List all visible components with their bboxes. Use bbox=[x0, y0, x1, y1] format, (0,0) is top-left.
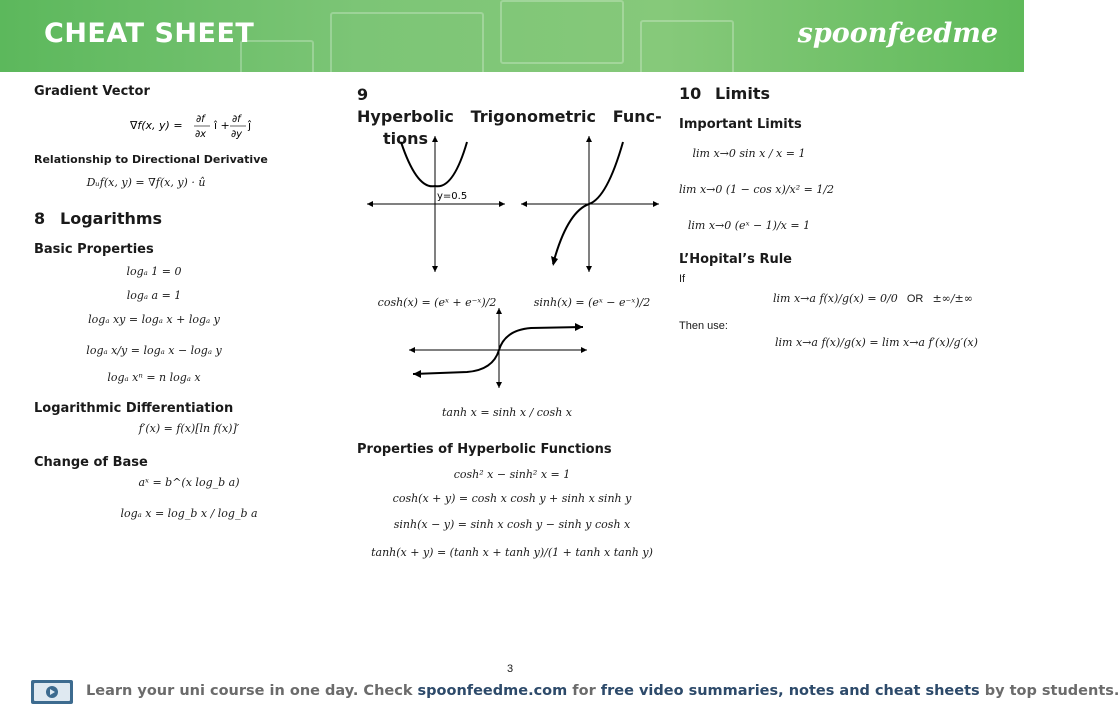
section-9-label-line2: tions bbox=[383, 129, 429, 148]
tanh-equation: tanh x = sinh x / cosh x bbox=[441, 406, 572, 419]
directional-equation: Dᵤf(x, y) = ∇f(x, y) · û bbox=[86, 176, 206, 189]
basic-property-eq: logₐ 1 = 0 bbox=[126, 265, 182, 278]
section-8-title bbox=[34, 209, 334, 228]
basic-properties-heading: Basic Properties bbox=[34, 242, 154, 257]
section-8-label: Logarithms bbox=[60, 209, 163, 228]
svg-text:∂x: ∂x bbox=[195, 129, 207, 140]
footer-text-b: for bbox=[567, 683, 601, 699]
footer bbox=[0, 676, 1119, 708]
lhopital-heading: L’Hopital’s Rule bbox=[679, 252, 792, 267]
footer-link-site[interactable]: spoonfeedme.com bbox=[417, 683, 568, 699]
footer-promo bbox=[86, 683, 1119, 699]
column-middle bbox=[357, 84, 667, 559]
then-use-label: Then use: bbox=[679, 320, 728, 332]
or-label: OR bbox=[906, 293, 924, 305]
if-label: If bbox=[679, 273, 686, 285]
brand-logo[interactable]: spoonfeedme bbox=[797, 18, 998, 49]
cosh-label: y=0.5 bbox=[437, 191, 468, 202]
section-8-number: 8 bbox=[34, 209, 46, 228]
svg-text:∇f(x, y) =: ∇f(x, y) = bbox=[130, 119, 183, 132]
gradient-formula-svg bbox=[34, 107, 334, 141]
cosh-graph bbox=[367, 136, 505, 272]
hyperbolic-property-eq: cosh(x + y) = cosh x cosh y + sinh x sinh y bbox=[392, 492, 632, 505]
footer-link-resources[interactable]: free video summaries, notes and cheat sheets bbox=[600, 683, 980, 699]
log-diff-equation: f′(x) = f(x)[ln f(x)]′ bbox=[138, 422, 240, 435]
section-10-number: 10 bbox=[679, 84, 702, 103]
page-number: 3 bbox=[507, 663, 514, 675]
section-9-label-line1: Hyperbolic Trigonometric Func- bbox=[357, 107, 662, 126]
limit-eq: lim x→0 (1 − cos x)/x² = 1/2 bbox=[679, 183, 835, 196]
header-banner bbox=[0, 0, 1024, 72]
svg-text:ĵ: ĵ bbox=[248, 119, 252, 132]
svg-text:î +: î + bbox=[214, 119, 230, 132]
change-base-eq2: logₐ x = log_b x / log_b a bbox=[120, 507, 258, 520]
limit-eq: lim x→0 sin x / x = 1 bbox=[692, 147, 806, 160]
hyperbolic-property-eq: cosh² x − sinh² x = 1 bbox=[453, 468, 571, 481]
svg-text:∂y: ∂y bbox=[231, 129, 243, 140]
column-left bbox=[34, 84, 334, 520]
section-9-number: 9 bbox=[357, 85, 369, 104]
gradient-heading: Gradient Vector bbox=[34, 84, 150, 99]
log-diff-heading: Logarithmic Differentiation bbox=[34, 401, 234, 416]
directional-heading: Relationship to Directional Derivative bbox=[34, 153, 268, 166]
svg-text:∂f: ∂f bbox=[196, 114, 205, 125]
important-limits-list bbox=[679, 140, 835, 248]
tanh-graph bbox=[409, 308, 587, 388]
basic-property-eq: logₐ xⁿ = n logₐ x bbox=[107, 371, 201, 384]
svg-text:∂f: ∂f bbox=[232, 114, 241, 125]
basic-property-eq: logₐ x/y = logₐ x − logₐ y bbox=[86, 344, 222, 357]
section-10-label: Limits bbox=[715, 84, 771, 103]
hyperbolic-property-eq: tanh(x + y) = (tanh x + tanh y)/(1 + tanh x tanh y) bbox=[371, 546, 653, 559]
video-icon[interactable] bbox=[30, 679, 74, 705]
sinh-equation: sinh(x) = (eˣ − e⁻ˣ)/2 bbox=[533, 296, 651, 309]
hyperbolic-properties-heading: Properties of Hyperbolic Functions bbox=[357, 442, 612, 457]
column-right bbox=[679, 84, 999, 349]
lhopital-condition bbox=[679, 287, 999, 306]
lhopital-condition-eq: lim x→a f(x)/g(x) = 0/0 bbox=[773, 292, 898, 305]
footer-text-a: Learn your uni course in one day. Check bbox=[86, 683, 418, 699]
lhopital-condition-eq2: ±∞/±∞ bbox=[932, 292, 973, 305]
basic-property-eq: logₐ xy = logₐ x + logₐ y bbox=[88, 313, 220, 326]
hyperbolic-property-eq: sinh(x − y) = sinh x cosh y − sinh y cosh x bbox=[393, 518, 631, 531]
hyperbolic-properties-list bbox=[357, 468, 667, 572]
change-base-heading: Change of Base bbox=[34, 455, 148, 470]
footer-text-c: by top students. bbox=[979, 683, 1119, 699]
important-limits-heading: Important Limits bbox=[679, 117, 802, 132]
page-title: CHEAT SHEET bbox=[44, 18, 255, 49]
hyperbolic-graphs bbox=[357, 132, 667, 432]
limit-eq: lim x→0 (eˣ − 1)/x = 1 bbox=[687, 219, 811, 232]
basic-properties-list bbox=[34, 265, 274, 395]
cosh-equation: cosh(x) = (eˣ + e⁻ˣ)/2 bbox=[377, 296, 497, 309]
gradient-equation bbox=[34, 107, 334, 141]
lhopital-result-eq: lim x→a f(x)/g(x) = lim x→a f′(x)/g′(x) bbox=[775, 336, 978, 349]
section-10-title bbox=[679, 84, 999, 103]
basic-property-eq: logₐ a = 1 bbox=[126, 289, 182, 302]
change-base-eq1: aˣ = b^(x log_b a) bbox=[138, 476, 240, 489]
sinh-graph bbox=[521, 136, 659, 272]
